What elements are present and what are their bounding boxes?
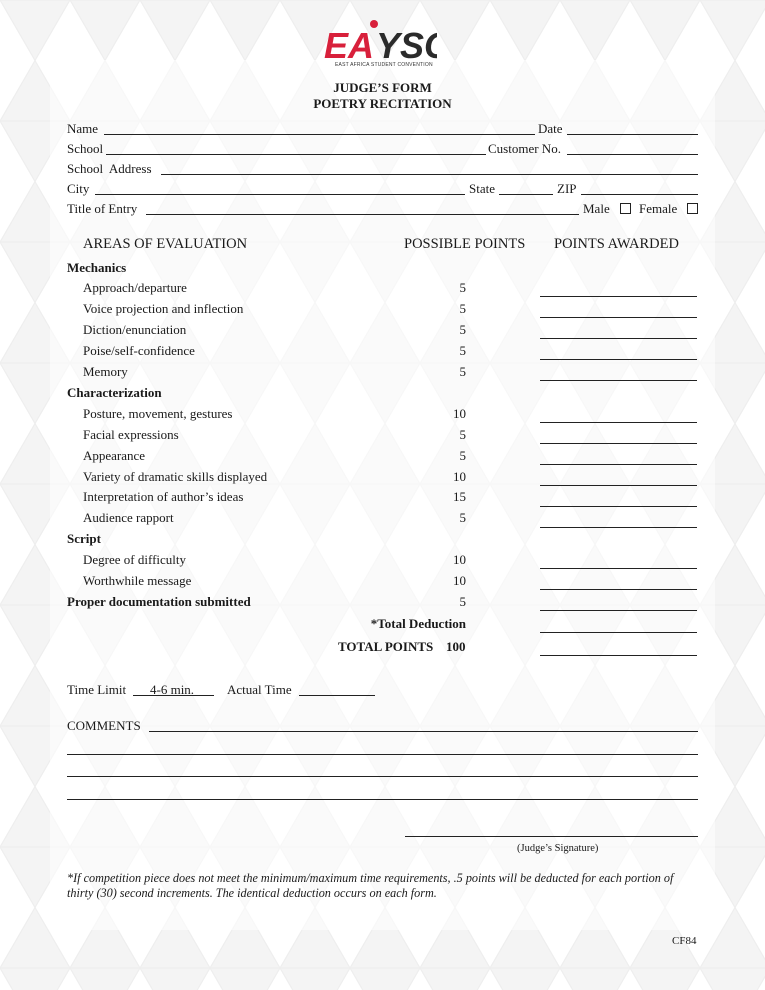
form-code: CF84 [672, 935, 697, 947]
criterion-label: Interpretation of author’s ideas [83, 489, 244, 504]
total-points-label: TOTAL POINTS [338, 639, 434, 654]
criterion-points: 5 [459, 280, 466, 295]
form-title: JUDGE’S FORM [333, 80, 432, 95]
criterion-label: Diction/enunciation [83, 322, 187, 337]
criterion-label: Poise/self-confidence [83, 343, 195, 358]
criterion-points: 10 [453, 552, 466, 567]
name-field[interactable] [104, 134, 535, 135]
criterion-points: 5 [459, 510, 466, 525]
school-field[interactable] [106, 154, 486, 155]
time-limit-value: 4-6 min. [150, 682, 195, 697]
criterion-label: Approach/departure [83, 280, 187, 295]
criterion-label: Variety of dramatic skills displayed [83, 469, 268, 484]
comments-label: COMMENTS [67, 718, 141, 733]
criterion-label: Worthwhile message [83, 573, 192, 588]
points-awarded-field[interactable] [540, 296, 697, 297]
logo-tagline: EAST AFRICA STUDENT CONVENTION [335, 62, 433, 68]
criterion-label: Facial expressions [83, 427, 179, 442]
criterion-points: 5 [459, 301, 466, 316]
footnote-line2: thirty (30) second increments. The identical deduction occurs on each form. [67, 886, 437, 900]
criterion-points: 10 [453, 573, 466, 588]
customer-no-label: Customer No. [488, 141, 561, 156]
points-awarded-field[interactable] [540, 359, 697, 360]
points-awarded-field[interactable] [540, 485, 697, 486]
actual-time-label: Actual Time [227, 682, 292, 697]
logo-mark-icon [322, 18, 437, 68]
title-of-entry-label: Title of Entry [67, 201, 138, 216]
points-awarded-field[interactable] [540, 610, 697, 611]
criterion-label: Degree of difficulty [83, 552, 186, 567]
comments-field-line[interactable] [67, 776, 698, 777]
svg-text:EA: EA [324, 25, 375, 66]
logo [322, 18, 437, 68]
criterion-label: Posture, movement, gestures [83, 406, 233, 421]
section-script-title: Script [67, 531, 101, 546]
possible-points-column-header: POSSIBLE POINTS [404, 236, 526, 252]
svg-text:YSC: YS [376, 25, 425, 66]
section-mechanics-title: Mechanics [67, 260, 127, 275]
judge-signature-field[interactable] [405, 836, 698, 837]
criterion-points: 10 [453, 469, 466, 484]
city-field[interactable] [95, 194, 465, 195]
footnote-line1: *If competition piece does not meet the minimum/maximum time requirements, .5 points will be deducted for each portion of [67, 871, 674, 885]
points-awarded-column-header: POINTS AWARDED [554, 236, 679, 252]
comments-field-line[interactable] [149, 731, 698, 732]
male-label: Male [583, 201, 610, 216]
areas-column-header: AREAS OF EVALUATION [83, 236, 248, 252]
points-awarded-field[interactable] [540, 380, 697, 381]
points-awarded-field[interactable] [540, 422, 697, 423]
form-subtitle: POETRY RECITATION [313, 96, 452, 111]
school-label: School [67, 141, 104, 156]
school-address-field[interactable] [161, 174, 698, 175]
documentation-points: 5 [459, 594, 466, 609]
name-label: Name [67, 121, 99, 136]
criterion-points: 10 [453, 406, 466, 421]
state-field[interactable] [499, 194, 553, 195]
criterion-label: Voice projection and inflection [83, 301, 244, 316]
points-awarded-field[interactable] [540, 568, 697, 569]
criterion-points: 5 [459, 448, 466, 463]
criterion-points: 5 [459, 427, 466, 442]
points-awarded-field[interactable] [540, 527, 697, 528]
criterion-label: Audience rapport [83, 510, 174, 525]
female-label: Female [639, 201, 678, 216]
comments-field-line[interactable] [67, 754, 698, 755]
judge-signature-caption: (Judge’s Signature) [517, 843, 599, 854]
criterion-label: Appearance [83, 448, 146, 463]
state-label: State [469, 181, 495, 196]
points-awarded-field[interactable] [540, 464, 697, 465]
total-deduction-field[interactable] [540, 632, 697, 633]
points-awarded-field[interactable] [540, 317, 697, 318]
total-points-value: 100 [446, 639, 466, 654]
male-checkbox[interactable] [620, 203, 631, 214]
female-checkbox[interactable] [687, 203, 698, 214]
zip-field[interactable] [581, 194, 698, 195]
comments-field-line[interactable] [67, 799, 698, 800]
time-limit-underline [133, 695, 214, 696]
city-label: City [67, 181, 90, 196]
actual-time-field[interactable] [299, 695, 375, 696]
criterion-points: 5 [459, 322, 466, 337]
total-deduction-label: *Total Deduction [370, 616, 466, 631]
criterion-points: 5 [459, 364, 466, 379]
time-limit-label: Time Limit [67, 682, 127, 697]
points-awarded-field[interactable] [540, 506, 697, 507]
date-label: Date [538, 121, 563, 136]
title-of-entry-field[interactable] [146, 214, 579, 215]
customer-no-field[interactable] [567, 154, 698, 155]
criterion-points: 5 [459, 343, 466, 358]
criterion-label: Memory [83, 364, 128, 379]
total-points-field[interactable] [540, 655, 697, 656]
points-awarded-field[interactable] [540, 589, 697, 590]
school-address-label: School Address [67, 161, 152, 176]
section-characterization-title: Characterization [67, 385, 162, 400]
documentation-label: Proper documentation submitted [67, 594, 251, 609]
criterion-points: 15 [453, 489, 466, 504]
zip-label: ZIP [557, 181, 577, 196]
date-field[interactable] [567, 134, 698, 135]
points-awarded-field[interactable] [540, 443, 697, 444]
points-awarded-field[interactable] [540, 338, 697, 339]
